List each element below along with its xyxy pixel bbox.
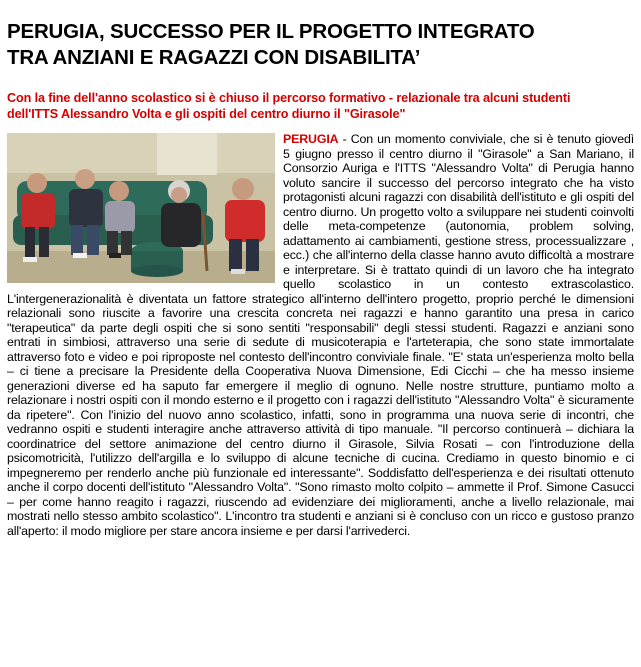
photo-students-and-elderly <box>7 133 275 283</box>
article-subheadline <box>7 90 634 122</box>
article-body <box>7 132 634 538</box>
headline-line-1: PERUGIA, SUCCESSO PER IL PROGETTO INTEGRATO <box>7 20 535 43</box>
subheadline-line-1: Con la fine dell'anno scolastico si è chiuso il percorso formativo - relazionale tra alcuni studenti <box>7 91 571 105</box>
subheadline-line-2: dell'ITTS Alessandro Volta e gli ospiti del centro diurno il "Girasole" <box>7 107 406 121</box>
article-dateline: PERUGIA <box>283 132 339 146</box>
headline-line-2: TRA ANZIANI E RAGAZZI CON DISABILITA’ <box>7 46 421 69</box>
article-text: - Con un momento conviviale, che si è tenuto giovedì 5 giugno presso il centro diurno il "Girasole" a San Mariano, il Consorzio Auriga e l'ITTS "Alessandro Volta" di Perugia hanno voluto sancire il successo del percorso integrato che ha visto protagonisti alcuni ragazzi con disabilità dell'istituto e gli ospiti del centro diurno. Un progetto volto a sviluppare nei studenti coinvolti delle meta-competenze (autonomia, problem solving, adattamento ai cambiamenti, gestione stress, processualizzare , ecc.) che all'interno della classe hanno avuto difficoltà a mostrare e interpretare. Si è trattato quindi di un lavoro che ha integrato quello scolastico in un contesto extrascolastico. L'intergenerazionalità è diventata un fattore strategico all'interno dell'intero progetto, proprio perché le dimensioni relazionali sono riuscite a favorire una crescita concreta nei ragazzi e hanno garantito una presa in carico "terapeutica" da parte degli ospiti che si sono sentiti "responsabili" degli stessi studenti. Ragazzi e anziani sono entrati in simbiosi, attraverso una serie di sedute di musicoterapia e l'arteterapia, che sono state immortalate attraverso foto e video e poi riproposte nel contesto dell'incontro conviviale finale. "E' stata un'esperienza molto bella – ci tiene a precisare la Presidente della Cooperativa Nuova Dimensione, Edi Cicchi – che ha messo insieme generazioni diverse ed ha saputo far emergere il meglio di ognuno. Nelle nostre strutture, puntiamo molto a relazionare i nostri ospiti con il mondo esterno e il progetto con i ragazzi dell'istituto "Alessandro Volta" è sicuramente da ripetere". Con l'inizio del nuovo anno scolastico, infatti, sono in programma una nuova serie di incontri, che vedranno ospiti e studenti interagire anche attraverso attività di tipo manuale. "Il percorso continuerà – dichiara la coordinatrice del settore animazione del centro diurno il Girasole, Silvia Rosati – con l'introduzione della psicomotricità, l'utilizzo dell'argilla e lo sviluppo di alcune tecniche di cucina. Crediamo in questo binomio e ci impegneremo per renderlo anche più funzionale ed interessante". Soddisfatto dell'esperienza e dei risultati ottenuto anche il corpo docenti dell'istituto "Alessandro Volta". "Sono rimasto molto colpito – ammette il Prof. Simone Casucci – per come hanno reagito i ragazzi, riuscendo ad evidenziare dei miglioramenti, anche a livello relazionale, mai mostrati nello stesso ambito scolastico". L'incontro tra studenti e anziani si è concluso con un ricco e gustoso pranzo all'aperto: il modo migliore per stare ancora insieme e per darsi l'arrivederci. <box>7 132 634 538</box>
article-headline <box>7 19 634 71</box>
article-photo <box>7 133 275 283</box>
